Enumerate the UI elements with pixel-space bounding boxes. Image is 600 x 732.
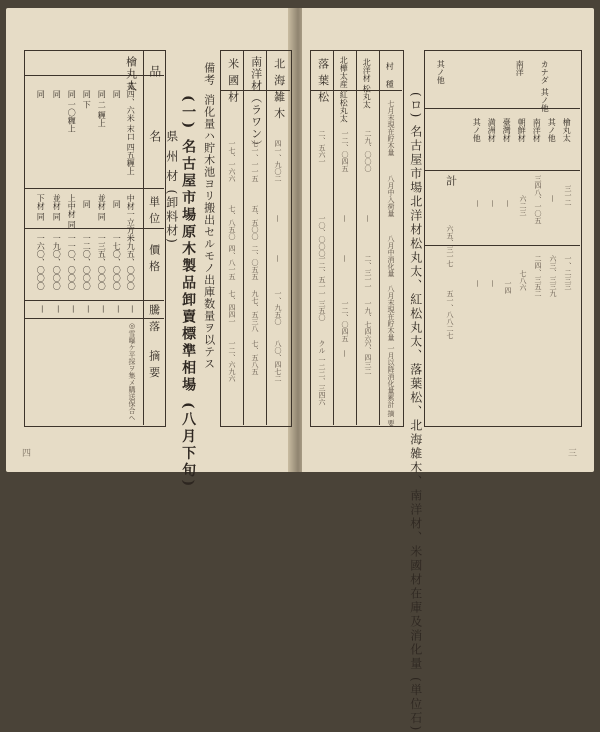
- rheader-3: 八月中入荷量: [387, 175, 396, 217]
- rtable-row1-v2: —: [341, 255, 350, 262]
- rtable-row2-v3: 三五〇: [318, 300, 327, 321]
- rtable-row1-v4: —: [341, 350, 350, 357]
- row1-unit: 同: [112, 200, 122, 208]
- rheader-4: 八月中消化量: [387, 235, 396, 277]
- summary-row4-v1: 一四: [504, 280, 513, 294]
- rtable-row0-v3: 一九、七四六: [364, 300, 373, 342]
- summary-row5-v0: —: [489, 200, 498, 207]
- summary-row6-v1: —: [474, 280, 483, 287]
- rtable-row1-v1: —: [341, 215, 350, 222]
- header-change: 騰 落: [147, 304, 161, 333]
- stock-row0-v4: 一二、六九六: [228, 340, 237, 382]
- rtable-row2-v1: 一〇、〇〇〇: [318, 215, 327, 257]
- summary-row1-label: 其ノ他: [547, 118, 557, 142]
- summary-row4-label: 臺灣材: [502, 118, 512, 142]
- stock-row1-v1: 五、五〇〇: [251, 205, 260, 240]
- summary-row3-v1: 七八六: [519, 270, 528, 291]
- row3-change: —: [84, 305, 94, 313]
- rtable-row0-v0: 二九、〇〇〇: [364, 130, 373, 172]
- row3-price: 一二〇、〇〇〇: [82, 234, 92, 290]
- header-price: 價 格: [147, 244, 161, 273]
- summary-row2-v1: 二四、三五二: [534, 255, 543, 297]
- total-label: 計: [444, 175, 458, 187]
- right-page-number: 三: [568, 449, 578, 459]
- summary-row0-v1: 一、二三三: [564, 255, 573, 290]
- top-label-1: 其ノ他: [540, 88, 550, 112]
- right-heading: (ロ) 名古屋市場北洋材松丸太、紅松丸太、落葉松、北海雑木、南洋材、米國材在庫及消化量 (単位石): [408, 92, 423, 732]
- stock-row0-v2: 四、八一五: [228, 245, 237, 280]
- header-name-2: 名: [147, 130, 162, 144]
- stock-row1-v3: 九七、五三八: [251, 290, 260, 332]
- row6-change: —: [38, 305, 48, 313]
- rtable-row1-name: 北樺太産 紅松丸太: [339, 56, 349, 123]
- summary-row3-v0: 六二三: [519, 195, 528, 216]
- summary-row3-label: 朝鮮材: [517, 118, 527, 142]
- summary-row2-v0: 三四八、一〇五: [534, 175, 543, 224]
- rtable-row2-v4: クル 一二二、三四六: [318, 340, 327, 406]
- summary-row0-label: 檜丸太: [562, 118, 572, 142]
- rheader-6: 一月以降消化量累計: [387, 345, 396, 408]
- row2-price: 一三五、〇〇〇: [97, 234, 107, 290]
- row5-unit: 並材 同: [52, 194, 62, 221]
- summary-row6-v0: —: [474, 200, 483, 207]
- header-unit: 単 位: [147, 196, 161, 225]
- row3-unit: 同: [82, 200, 92, 208]
- row5-price: 一九〇、〇〇〇: [52, 234, 62, 290]
- row1-name: 同: [112, 90, 122, 98]
- stock-row2-v2: —: [274, 255, 283, 262]
- section-title: (一) 名古屋市場原木製品卸賣標準相場 (八月下旬): [180, 95, 197, 490]
- row2-name: 同 二 糎上: [97, 90, 107, 128]
- rheader-0: 村: [385, 62, 395, 70]
- row1-price: 一七〇、〇〇〇: [112, 234, 122, 290]
- rtable-row1-v0: 一二、〇四五: [341, 130, 350, 172]
- stock-row2-v4: 八〇、四七二: [274, 340, 283, 382]
- summary-row5-v1: —: [489, 280, 498, 287]
- stock-row1-v0: 七一、一一五: [251, 140, 260, 182]
- rheader-5: 八月末現在貯木量: [387, 285, 396, 341]
- stock-row2-v3: 一、九五〇: [274, 290, 283, 325]
- wood-price-table: [24, 50, 166, 427]
- row0-unit: 中材一立方米: [126, 194, 136, 242]
- row6-unit: 下材 同: [36, 194, 46, 221]
- rtable-row0-v1: —: [364, 215, 373, 222]
- stock-row0-v3: 七、四四一: [228, 290, 237, 325]
- row0-price: 一九五、〇〇〇: [126, 234, 136, 290]
- top-label-2: 南洋: [515, 60, 525, 76]
- stock-row2-v1: —: [274, 215, 283, 222]
- stock-row1-name: 南洋材（ラワン）: [249, 56, 263, 152]
- rtable-row0-v4: 六、四三二: [364, 340, 373, 375]
- section-subheading: 県 州 材 (卸料材): [164, 130, 179, 245]
- rtable-row0-name: 北洋材 松丸太: [362, 58, 372, 109]
- summary-row1-v1: 六三、三三九: [549, 255, 558, 297]
- summary-row2-label: 南洋材: [532, 118, 542, 142]
- row4-change: —: [69, 305, 79, 313]
- left-page-number: 四: [22, 449, 32, 459]
- summary-row1-v0: —: [549, 195, 558, 202]
- total-v1: 五一、八八二七: [446, 290, 455, 339]
- rheader-7: 摘 要: [387, 410, 396, 427]
- row5-change: —: [54, 305, 64, 313]
- header-note: 摘 要: [147, 350, 161, 379]
- remark-label: 備考: [202, 62, 216, 86]
- rtable-row1-v3: 一二、〇四五: [341, 300, 350, 342]
- rtable-row0-v2: 二、三一一: [364, 255, 373, 290]
- summary-row4-v0: —: [504, 200, 513, 207]
- summary-heading: 其ノ他: [436, 60, 446, 84]
- rtable-row2-v2: 一二、五一一: [318, 255, 327, 297]
- remark-text: 消化量ハ貯木池ヨリ搬出セルモノ出庫数量ヲ以テス: [202, 94, 216, 370]
- row4-unit: 上中材 同: [67, 194, 77, 229]
- row0-name: 長四、六米 末口 四五糎上: [126, 82, 136, 176]
- summary-row6-label: 其ノ他: [472, 118, 482, 142]
- row4-price: 一一〇、〇〇〇: [67, 234, 77, 290]
- row0-change: —: [128, 305, 138, 313]
- row0-note: ◎雪曝ケ平採ヲ集メ購送保合ヘ: [128, 322, 137, 421]
- row2-change: —: [99, 305, 109, 313]
- top-label-0: カナダ: [540, 60, 550, 84]
- stock-row1-v2: 二、〇五五: [251, 245, 260, 280]
- row4-name: 同 一〇糎上: [67, 90, 77, 133]
- row6-price: 一六〇、〇〇〇: [36, 234, 46, 290]
- rheader-1: 種: [385, 80, 395, 88]
- stock-row0-v0: 一七、一六六: [228, 140, 237, 182]
- total-v0: 六五、三一七: [446, 225, 455, 267]
- row3-name: 同 下: [82, 90, 92, 109]
- stock-row0-v1: 七、八五〇: [228, 205, 237, 240]
- row6-name: 同: [36, 90, 46, 98]
- header-name: 品: [147, 65, 162, 79]
- stock-row2-name: 北 海 雑 木: [272, 58, 286, 120]
- summary-row0-v0: 三一二: [564, 185, 573, 206]
- row5-name: 同: [52, 90, 62, 98]
- stock-row2-v0: 四一、九〇二: [274, 140, 283, 182]
- row2-unit: 並材 同: [97, 194, 107, 221]
- rtable-row2-name: 落 葉 松: [316, 58, 330, 103]
- summary-row5-label: 満洲材: [487, 118, 497, 142]
- title-cell: 檜丸太: [124, 56, 138, 92]
- rheader-2: 七月末現在貯木量: [387, 100, 396, 156]
- stock-row1-v4: 七、五八五: [251, 340, 260, 375]
- row1-change: —: [114, 305, 124, 313]
- stock-row0-name: 米 國 材: [226, 58, 240, 103]
- rtable-row2-v0: 二、五六一: [318, 130, 327, 165]
